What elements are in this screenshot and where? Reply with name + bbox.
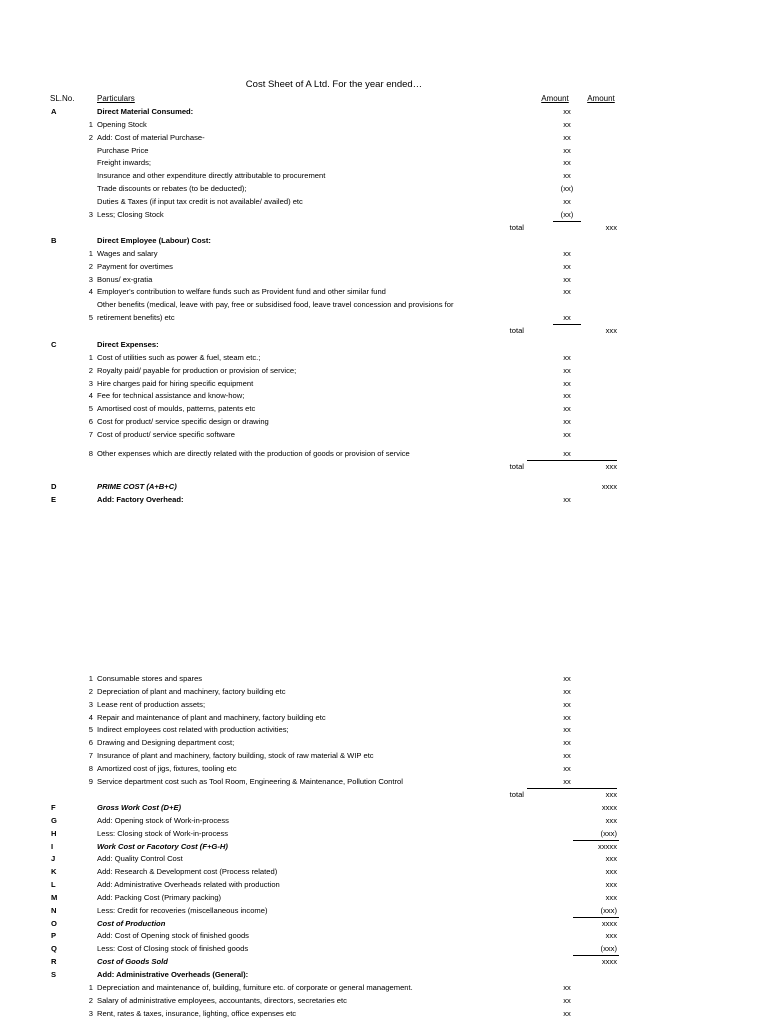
- amount-1-cell: xx: [563, 404, 571, 414]
- particulars-cell: Direct Expenses:: [97, 340, 159, 349]
- amount-2-cell: xxxx: [601, 918, 617, 928]
- table-row: [0, 261, 768, 274]
- amount-2-cell: xxx: [605, 867, 617, 877]
- particulars-cell: Drawing and Designing department cost;: [97, 738, 235, 748]
- particulars-cell: PRIME COST (A+B+C): [97, 482, 177, 491]
- particulars-cell: Other expenses which are directly related with the production of goods or provision of service: [97, 448, 410, 458]
- particulars-cell: Add: Factory Overhead:: [97, 494, 184, 504]
- particulars-cell: Direct Employee (Labour) Cost:: [97, 236, 211, 245]
- item-number-cell: 7: [88, 429, 93, 439]
- table-row: [0, 157, 768, 170]
- particulars-cell: Add: Cost of material Purchase-: [97, 132, 205, 142]
- amount-2-cell: xxxx: [601, 957, 617, 967]
- total-label: total: [509, 325, 524, 335]
- particulars-cell: Amortized cost of jigs, fixtures, tooling etc: [97, 763, 237, 773]
- amount-1-cell: xx: [563, 712, 571, 722]
- amount-1-cell: xx: [563, 725, 571, 735]
- sl-no-cell: N: [51, 905, 57, 915]
- amount-1-cell: xx: [563, 365, 571, 375]
- item-number-cell: 3: [88, 378, 93, 388]
- sl-no-cell: S: [51, 969, 57, 979]
- particulars-cell: Depreciation of plant and machinery, factory building etc: [97, 686, 286, 696]
- item-number-cell: 6: [88, 738, 93, 748]
- table-row: [0, 905, 768, 918]
- particulars-cell: Hire charges paid for hiring specific equipment: [97, 378, 254, 388]
- amount-1-cell: xx: [563, 196, 571, 206]
- section-c-direct-expenses: [0, 339, 768, 473]
- sl-no-cell: P: [51, 931, 57, 941]
- table-row: [0, 274, 768, 287]
- amount-1-cell: xx: [563, 995, 571, 1005]
- table-row: [0, 918, 768, 931]
- item-number-cell: 5: [88, 404, 93, 414]
- document-title: Cost Sheet of A Ltd. For the year ended…: [245, 79, 423, 90]
- item-number-cell: 2: [88, 261, 93, 271]
- amount-1-cell: xx: [563, 313, 571, 323]
- table-row: [0, 390, 768, 403]
- item-number-cell: 8: [88, 763, 93, 773]
- underline-rule: [573, 840, 619, 841]
- particulars-cell: Indirect employees cost related with production activities;: [97, 725, 289, 735]
- header-amount-2: Amount: [587, 94, 615, 103]
- particulars-cell: Service department cost such as Tool Room, Engineering & Maintenance, Pollution Control: [97, 776, 403, 786]
- particulars-cell: Add: Administrative Overheads related with production: [97, 880, 280, 890]
- particulars-cell: Direct Material Consumed:: [97, 107, 194, 116]
- sl-no-cell: A: [51, 107, 57, 116]
- amount-1-cell: xx: [563, 145, 571, 155]
- amount-1-cell: xx: [563, 107, 571, 116]
- particulars-cell: Opening Stock: [97, 119, 147, 129]
- amount-1-cell: xx: [563, 158, 571, 168]
- particulars-cell: Less: Cost of Closing stock of finished goods: [97, 944, 249, 954]
- table-row: [0, 828, 768, 841]
- item-number-cell: 3: [88, 1008, 93, 1018]
- particulars-cell: Rent, rates & taxes, insurance, lighting, office expenses etc: [97, 1008, 297, 1018]
- amount-2-cell: xxx: [605, 815, 617, 825]
- sl-no-cell: E: [51, 494, 57, 504]
- particulars-cell: Add: Quality Control Cost: [97, 854, 183, 864]
- sl-no-cell: R: [51, 957, 57, 967]
- table-row: [0, 943, 768, 956]
- table-row: [0, 481, 768, 494]
- table-row: [0, 119, 768, 132]
- amount-1-cell: xx: [563, 429, 571, 439]
- particulars-cell: Repair and maintenance of plant and machinery, factory building etc: [97, 712, 326, 722]
- particulars-cell: Less; Closing Stock: [97, 209, 164, 219]
- table-row: [0, 724, 768, 737]
- particulars-cell: Employer's contribution to welfare funds such as Provident fund and other similar fund: [97, 287, 386, 297]
- total-row: [0, 222, 768, 235]
- amount-1-cell: xx: [563, 287, 571, 297]
- particulars-cell: retirement benefits) etc: [97, 313, 175, 323]
- sl-no-cell: C: [51, 340, 57, 349]
- particulars-cell: Less: Closing stock of Work-in-process: [97, 828, 229, 838]
- particulars-cell: Other benefits (medical, leave with pay, free or subsidised food, leave travel concession and provisions for: [97, 300, 454, 310]
- particulars-cell: Purchase Price: [97, 145, 149, 155]
- item-number-cell: 8: [88, 448, 93, 458]
- amount-2-cell: (xxx): [600, 905, 617, 915]
- table-row: [0, 737, 768, 750]
- total-label: total: [509, 789, 524, 799]
- amount-1-cell: xx: [563, 417, 571, 427]
- table-row: [0, 699, 768, 712]
- particulars-cell: Fee for technical assistance and know-how;: [97, 391, 245, 401]
- amount-1-cell: xx: [563, 776, 571, 786]
- particulars-cell: Lease rent of production assets;: [97, 699, 206, 709]
- table-row: [0, 673, 768, 686]
- amount-1-cell: xx: [563, 132, 571, 142]
- particulars-cell: Payment for overtimes: [97, 261, 173, 271]
- table-row: [0, 183, 768, 196]
- particulars-cell: Cost of Goods Sold: [97, 957, 168, 967]
- amount-1-cell: xx: [563, 248, 571, 258]
- table-row: [0, 815, 768, 828]
- sl-no-cell: G: [51, 815, 57, 825]
- item-number-cell: 1: [88, 352, 93, 362]
- table-row: [0, 841, 768, 854]
- sl-no-cell: H: [51, 828, 57, 838]
- particulars-cell: Bonus/ ex-gratia: [97, 274, 153, 284]
- item-number-cell: 4: [88, 287, 93, 297]
- table-row: [0, 132, 768, 145]
- table-row: [0, 145, 768, 158]
- item-number-cell: 2: [88, 995, 93, 1005]
- table-row: [0, 196, 768, 209]
- table-row: [0, 776, 768, 789]
- amount-2-cell: (xxx): [600, 828, 617, 838]
- item-number-cell: 1: [88, 674, 93, 683]
- amount-1-cell: xx: [563, 378, 571, 388]
- amount-1-cell: xx: [563, 171, 571, 181]
- table-row: [0, 299, 768, 312]
- amount-2-cell: xxx: [605, 854, 617, 864]
- particulars-cell: Insurance and other expenditure directly attributable to procurement: [97, 171, 326, 181]
- amount-1-cell: xx: [563, 274, 571, 284]
- table-row: [0, 106, 768, 119]
- particulars-cell: Less: Credit for recoveries (miscellaneous income): [97, 905, 268, 915]
- section-d-e: [0, 481, 768, 507]
- amount-1-cell: xx: [563, 686, 571, 696]
- particulars-cell: Insurance of plant and machinery, factory building, stock of raw material & WIP etc: [97, 751, 374, 761]
- sl-no-cell: I: [51, 841, 54, 851]
- particulars-cell: Amortised cost of moulds, patterns, patents etc: [97, 404, 256, 414]
- total-row: [0, 461, 768, 474]
- table-row: [0, 853, 768, 866]
- amount-1-cell: xx: [563, 751, 571, 761]
- particulars-cell: Duties & Taxes (if input tax credit is not available/ availed) etc: [97, 196, 303, 206]
- particulars-cell: Add: Cost of Opening stock of finished goods: [97, 931, 249, 941]
- sl-no-cell: B: [51, 236, 57, 245]
- amount-2-cell: xxxxx: [598, 841, 617, 851]
- section-f-to-s: [0, 802, 768, 1020]
- item-number-cell: 1: [88, 248, 93, 258]
- table-row: [0, 956, 768, 969]
- sl-no-cell: Q: [51, 944, 57, 954]
- table-row: [0, 494, 768, 507]
- item-number-cell: 9: [88, 776, 93, 786]
- amount-1-cell: xx: [563, 352, 571, 362]
- particulars-cell: Work Cost or Facotory Cost (F+G-H): [97, 841, 228, 851]
- total-label: total: [509, 222, 524, 232]
- amount-1-cell: xx: [563, 982, 571, 992]
- section-factory-overhead-items: [0, 673, 768, 801]
- particulars-cell: Add: Administrative Overheads (General):: [97, 969, 249, 979]
- table-row: [0, 170, 768, 183]
- sl-no-cell: M: [51, 892, 58, 902]
- total-amount: xxx: [605, 222, 617, 232]
- particulars-cell: Cost of Production: [97, 918, 166, 928]
- total-amount: xxx: [605, 789, 617, 799]
- item-number-cell: 4: [88, 712, 93, 722]
- table-row: [0, 866, 768, 879]
- table-row: [0, 248, 768, 261]
- header-particulars: Particulars: [97, 94, 135, 103]
- table-row: [0, 209, 768, 222]
- table-row: [0, 352, 768, 365]
- table-row: [0, 750, 768, 763]
- amount-1-cell: xx: [563, 119, 571, 129]
- particulars-cell: Salary of administrative employees, accountants, directors, secretaries etc: [97, 995, 347, 1005]
- item-number-cell: 5: [88, 725, 93, 735]
- section-a-direct-material: [0, 106, 768, 234]
- item-number-cell: 2: [88, 365, 93, 375]
- amount-1-cell: xx: [563, 448, 571, 458]
- particulars-cell: Wages and salary: [97, 248, 158, 258]
- particulars-cell: Depreciation and maintenance of, building, furniture etc. of corporate or general management.: [97, 982, 413, 992]
- amount-2-cell: xxxx: [601, 803, 617, 812]
- amount-1-cell: (xx): [560, 209, 574, 219]
- item-number-cell: 7: [88, 751, 93, 761]
- table-row: [0, 1008, 768, 1021]
- amount-2-cell: (xxx): [600, 944, 617, 954]
- table-row: [0, 339, 768, 352]
- sl-no-cell: D: [51, 482, 57, 491]
- table-row: [0, 416, 768, 429]
- underline-rule: [573, 955, 619, 956]
- table-row: [0, 312, 768, 325]
- total-row: [0, 789, 768, 802]
- amount-1-cell: xx: [563, 674, 571, 683]
- total-amount: xxx: [605, 325, 617, 335]
- particulars-cell: Cost of utilities such as power & fuel, steam etc.;: [97, 352, 261, 362]
- section-b-direct-employee-cost: [0, 235, 768, 338]
- amount-1-cell: (xx): [560, 184, 574, 194]
- amount-1-cell: xx: [563, 699, 571, 709]
- table-row: [0, 448, 768, 461]
- sl-no-cell: L: [51, 880, 56, 890]
- amount-2-cell: xxx: [605, 892, 617, 902]
- amount-1-cell: xx: [563, 738, 571, 748]
- amount-2-cell: xxx: [605, 880, 617, 890]
- table-row: [0, 969, 768, 982]
- table-row: [0, 712, 768, 725]
- particulars-cell: Freight inwards;: [97, 158, 152, 168]
- total-label: total: [509, 461, 524, 471]
- item-number-cell: 3: [88, 699, 93, 709]
- header-sl-no: SL.No.: [50, 94, 75, 103]
- table-row: [0, 365, 768, 378]
- table-row: [0, 802, 768, 815]
- particulars-cell: Add: Packing Cost (Primary packing): [97, 892, 222, 902]
- table-row: [0, 686, 768, 699]
- item-number-cell: 4: [88, 391, 93, 401]
- table-row: [0, 378, 768, 391]
- particulars-cell: Cost of product/ service specific software: [97, 429, 236, 439]
- table-row: [0, 879, 768, 892]
- particulars-cell: Add: Research & Development cost (Process related): [97, 867, 278, 877]
- particulars-cell: Cost for product/ service specific design or drawing: [97, 417, 269, 427]
- item-number-cell: 1: [88, 982, 93, 992]
- item-number-cell: 6: [88, 417, 93, 427]
- particulars-cell: Royalty paid/ payable for production or provision of service;: [97, 365, 297, 375]
- amount-1-cell: xx: [563, 1008, 571, 1018]
- amount-2-cell: xxx: [605, 931, 617, 941]
- table-row: [0, 429, 768, 442]
- particulars-cell: Add: Opening stock of Work-in-process: [97, 815, 229, 825]
- table-row: [0, 763, 768, 776]
- table-row: [0, 995, 768, 1008]
- amount-1-cell: xx: [563, 261, 571, 271]
- sl-no-cell: K: [51, 867, 57, 877]
- total-amount: xxx: [605, 461, 617, 471]
- sl-no-cell: F: [51, 803, 56, 812]
- total-row: [0, 325, 768, 338]
- table-row: [0, 403, 768, 416]
- table-row: [0, 286, 768, 299]
- header-amount-1: Amount: [541, 94, 569, 103]
- table-row: [0, 235, 768, 248]
- item-number-cell: 3: [88, 274, 93, 284]
- table-row: [0, 892, 768, 905]
- particulars-cell: Trade discounts or rebates (to be deducted);: [97, 184, 247, 194]
- table-row: [0, 930, 768, 943]
- particulars-cell: Consumable stores and spares: [97, 674, 203, 683]
- amount-2-cell: xxxx: [601, 482, 617, 491]
- amount-1-cell: xx: [563, 494, 571, 504]
- amount-1-cell: xx: [563, 763, 571, 773]
- item-number-cell: 2: [88, 686, 93, 696]
- item-number-cell: 1: [88, 119, 93, 129]
- item-number-cell: 5: [88, 313, 93, 323]
- sl-no-cell: J: [51, 854, 56, 864]
- amount-1-cell: xx: [563, 391, 571, 401]
- sl-no-cell: O: [51, 918, 57, 928]
- table-row: [0, 982, 768, 995]
- item-number-cell: 3: [88, 209, 93, 219]
- underline-rule: [573, 917, 619, 918]
- particulars-cell: Gross Work Cost (D+E): [97, 803, 182, 812]
- item-number-cell: 2: [88, 132, 93, 142]
